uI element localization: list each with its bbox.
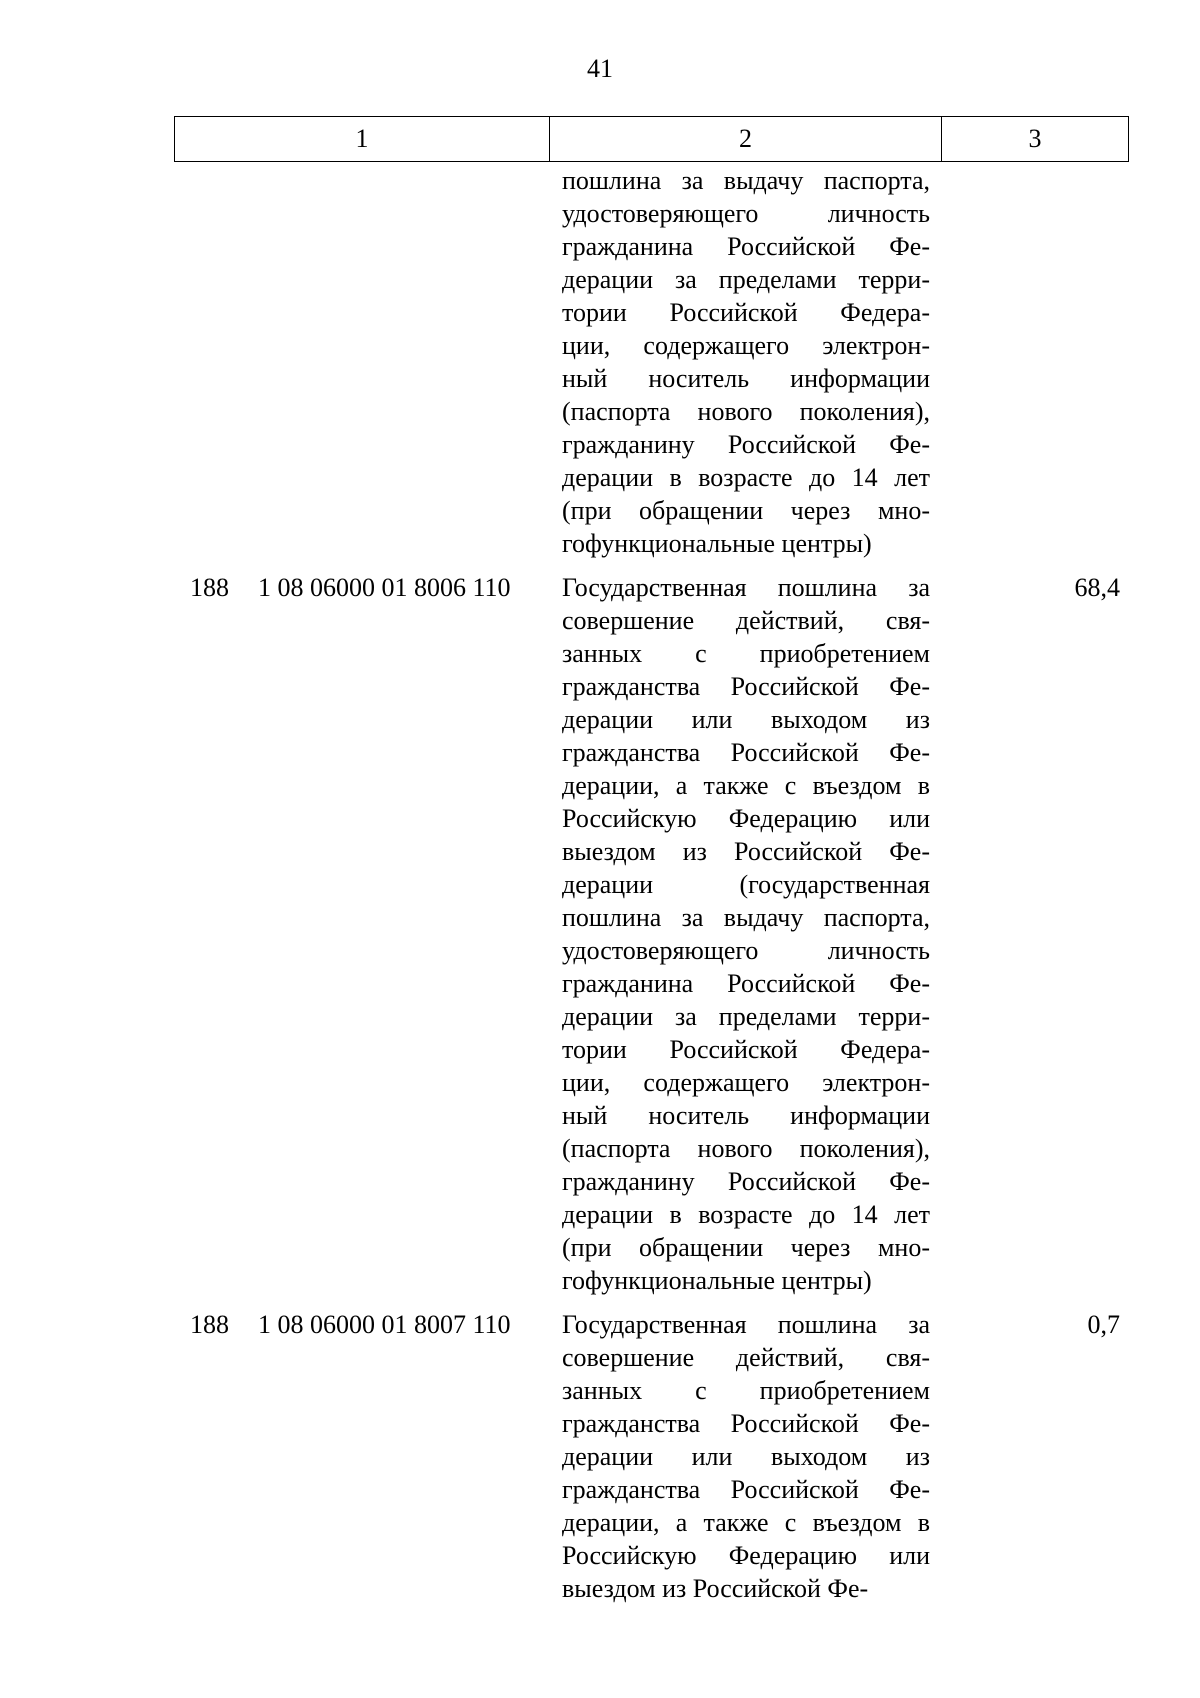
description-line: гражданства Российской Фе- [562,738,930,767]
description-line: дерации, а также с въездом в [562,771,930,800]
continuation-description [562,164,930,560]
description-line: совершение действий, свя- [562,1343,930,1372]
description-line: гражданину Российской Фе- [562,1167,930,1196]
description-line: выездом из Российской Фе- [562,1574,869,1603]
description-line: (паспорта нового поколения), [562,397,930,426]
description-line: удостоверяющего личность [562,936,930,965]
description-line: дерации за пределами терри- [562,1002,930,1031]
description-line: дерации в возрасте до 14 лет [562,463,930,492]
header-col-1: 1 [175,117,550,161]
description-line: гофункциональные центры) [562,1266,872,1295]
description-line: пошлина за выдачу паспорта, [562,903,930,932]
description-line: ный носитель информации [562,364,930,393]
row-2-amount: 0,7 [1087,1310,1120,1339]
description-line: гражданства Российской Фе- [562,1475,930,1504]
header-col-3: 3 [1028,124,1042,153]
description-line: Российскую Федерацию или [562,804,930,833]
description-line: Государственная пошлина за [562,573,930,602]
description-line: дерации или выходом из [562,1442,930,1471]
row-1-description [562,571,930,1297]
row-1-amount: 68,4 [1074,573,1120,602]
page-number: 41 [587,54,613,83]
description-line: дерации, а также с въездом в [562,1508,930,1537]
description-line: гражданства Российской Фе- [562,1409,930,1438]
description-line: выездом из Российской Фе- [562,837,930,866]
description-line: гофункциональные центры) [562,529,872,558]
description-line: (паспорта нового поколения), [562,1134,930,1163]
description-line: пошлина за выдачу паспорта, [562,166,930,195]
description-line: ный носитель информации [562,1101,930,1130]
description-line: гражданства Российской Фе- [562,672,930,701]
description-line: (при обращении через мно- [562,1233,930,1262]
description-line: гражданина Российской Фе- [562,969,930,998]
description-line: занных с приобретением [562,1376,930,1405]
description-line: гражданину Российской Фе- [562,430,930,459]
description-line: занных с приобретением [562,639,930,668]
description-line: Российскую Федерацию или [562,1541,930,1570]
row-1-kbk-code: 1 08 06000 01 8006 110 [258,573,511,602]
description-line: Государственная пошлина за [562,1310,930,1339]
row-1-admin-code: 188 [190,573,229,602]
description-line: ции, содержащего электрон- [562,331,930,360]
row-2-kbk-code: 1 08 06000 01 8007 110 [258,1310,511,1339]
row-2-admin-code: 188 [190,1310,229,1339]
description-line: совершение действий, свя- [562,606,930,635]
description-line: дерации за пределами терри- [562,265,930,294]
description-line: (при обращении через мно- [562,496,930,525]
description-line: дерации в возрасте до 14 лет [562,1200,930,1229]
row-2-description [562,1308,930,1605]
header-col-2: 2 [550,117,942,161]
description-line: тории Российской Федера- [562,1035,930,1064]
description-line: дерации (государственная [562,870,930,899]
description-line: тории Российской Федера- [562,298,930,327]
table-header [174,116,1129,162]
description-line: удостоверяющего личность [562,199,930,228]
description-line: гражданина Российской Фе- [562,232,930,261]
description-line: ции, содержащего электрон- [562,1068,930,1097]
description-line: дерации или выходом из [562,705,930,734]
